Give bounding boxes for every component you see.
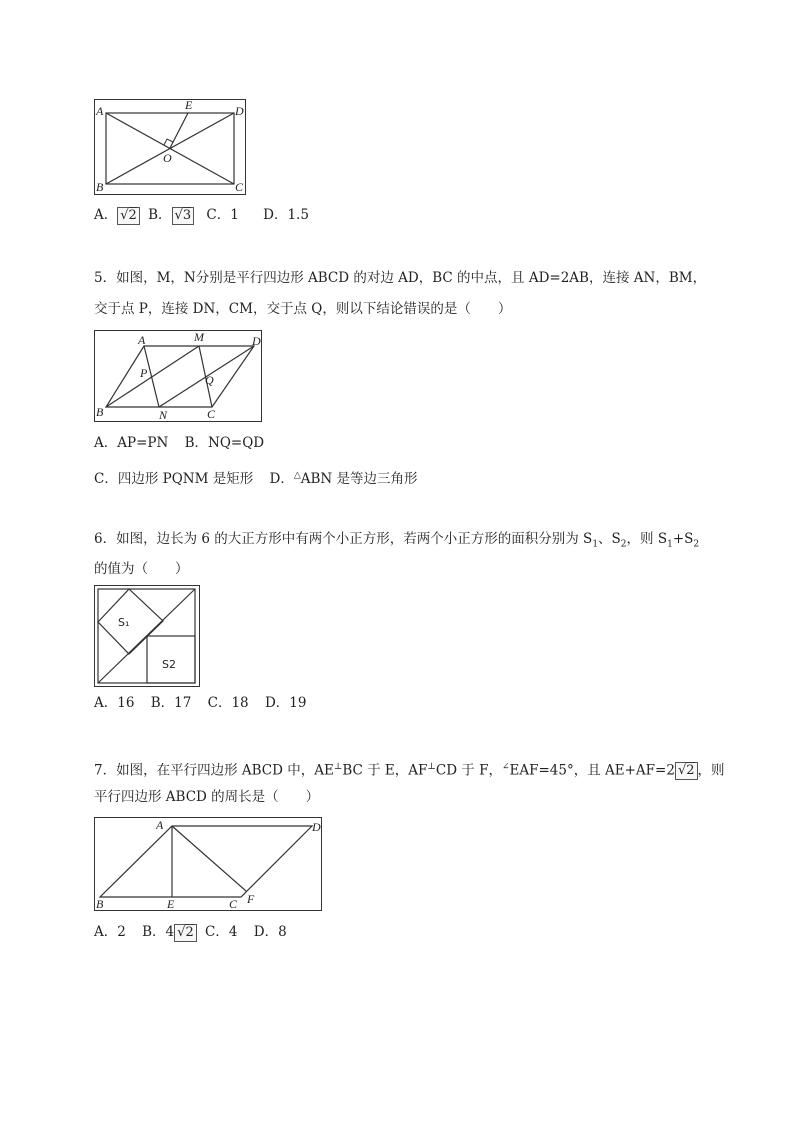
perpendicular-icon: ⊥ [427,762,436,772]
q5-label-a: A [138,333,146,347]
triangle-icon: △ [293,470,301,480]
q6-label-s2: S2 [162,658,176,671]
sqrt-icon: √2 [174,924,197,942]
q6-option-d[interactable]: D．19 [264,695,307,711]
q5-option-c[interactable]: C．四边形 PQNM 是矩形 [94,470,254,487]
q7-label-d: D [312,820,321,834]
q7-stem-line2: 平行四边形 ABCD 的周长是（ ） [94,789,320,805]
q5-option-d[interactable]: D．△ABN 是等边三角形 [269,470,418,487]
q4-label-o: O [163,151,172,165]
q5-label-b: B [96,405,104,419]
q6-stem-line2: 的值为（ ） [94,561,189,577]
q5-stem-line2: 交于点 P，连接 DN，CM，交于点 Q，则以下结论错误的是（ ） [94,301,512,317]
q6-stem-line1: 6．如图，边长为 6 的大正方形中有两个小正方形，若两个小正方形的面积分别为 $S_1$、$S_2$，则 $S_1+S_2$ [94,531,700,550]
q7-options [94,922,287,942]
q4-label-d: D [235,104,244,118]
q5-label-m: M [194,330,204,344]
q6-options [94,693,306,713]
q4-option-c[interactable]: C．1 [206,207,239,223]
q7-label-a: A [156,818,164,832]
q7-label-b: B [96,897,104,911]
q5-options-row2 [94,465,418,489]
q4-figure [94,99,246,195]
q7-option-c[interactable]: C．4 [205,924,238,940]
q4-label-e: E [185,99,193,112]
q6-square-s1 [98,589,163,654]
sqrt-icon: √2 [117,207,140,225]
q6-option-c[interactable]: C．18 [207,695,249,711]
q4-segment-oe [170,113,188,148]
q4-option-b[interactable]: B． √3 [148,207,194,223]
q6-figure [94,585,200,687]
q4-label-a: A [96,104,104,118]
q5-figure [94,330,262,422]
q7-figure [94,817,322,911]
q5-segment-bm [106,346,199,407]
q5-option-b[interactable]: B．NQ=QD [184,435,265,451]
q6-option-b[interactable]: B．17 [150,695,192,711]
q7-parallelogram-abcd [100,826,312,897]
q5-stem-line1: 5．如图，M，N分别是平行四边形 ABCD 的对边 AD，BC 的中点，且 AD=2AB，连接 AN，BM， [94,270,707,286]
q5-options-row1 [94,433,264,453]
q7-option-b[interactable]: B．4 √2 [142,924,197,940]
q4-option-a[interactable]: A． √2 [94,207,140,223]
q7-label-c: C [229,897,238,911]
q5-label-d: D [252,334,261,348]
q5-label-q: Q [205,373,214,387]
angle-icon: ∠ [501,762,510,772]
q7-segment-af [172,826,246,891]
q4-label-c: C [235,180,244,194]
q5-label-n: N [159,408,168,422]
sqrt-icon: √3 [172,207,195,225]
q7-option-a[interactable]: A．2 [94,924,126,940]
q6-label-s1: S₁ [118,616,130,629]
q4-options [94,205,309,225]
q5-parallelogram-abcd [106,346,254,407]
sqrt-icon: √2 [675,762,698,780]
q4-label-b: B [96,180,104,194]
q4-option-d[interactable]: D．1.5 [263,207,309,223]
q7-label-f: F [247,892,255,906]
perpendicular-icon: ⊥ [333,762,343,772]
q5-label-p: P [140,366,148,380]
q6-option-a[interactable]: A．16 [94,695,135,711]
q7-option-d[interactable]: D．8 [253,924,287,940]
q5-option-a[interactable]: A．AP=PN [94,435,169,451]
q7-stem-line1: 7．如图，在平行四边形 ABCD 中，AE⊥BC 于 E，AF⊥CD 于 F，∠EAF=45°，且 AE+AF=2 √2 ，则 [94,762,725,779]
q5-label-c: C [207,407,216,421]
q7-label-e: E [167,897,175,911]
